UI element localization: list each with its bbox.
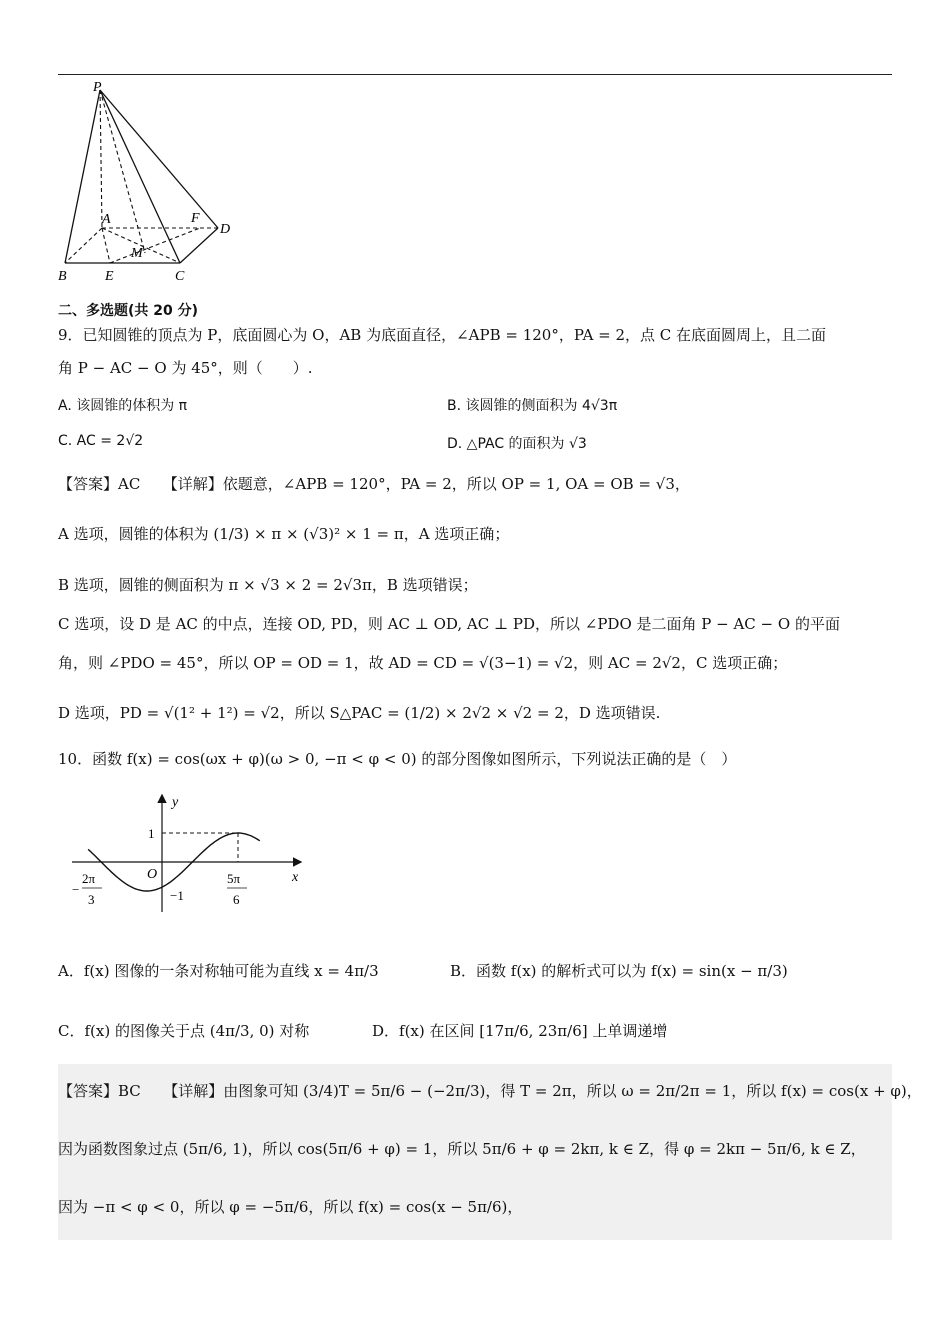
q9-option-c: C. AC = 2√2 bbox=[58, 433, 144, 449]
y-axis-label: y bbox=[172, 795, 179, 810]
top-rule bbox=[58, 74, 892, 75]
q9-line2: 角 P − AC − O 为 45°，则（ ）. bbox=[58, 359, 313, 377]
q9-answer-line5: 角，则 ∠PDO = 45°，所以 OP = OD = 1，故 AD = CD = √(3−1) = √2，则 AC = 2√2，C 选项正确； bbox=[58, 654, 788, 672]
label-C: C bbox=[175, 269, 185, 284]
section-title: 二、多选题(共 20 分) bbox=[58, 303, 199, 319]
q10-stem: 10．函数 f(x) = cos(ωx + φ)(ω > 0, −π < φ < 0) 的部分图像如图所示，下列说法正确的是（ ） bbox=[58, 750, 737, 768]
origin-label: O bbox=[147, 867, 158, 882]
label-F: F bbox=[191, 211, 200, 226]
q10-option-d: D．f(x) 在区间 [17π/6, 23π/6] 上单调递增 bbox=[372, 1022, 668, 1040]
q9-answer-line6: D 选项，PD = √(1² + 1²) = √2，所以 S△PAC = (1/2) × 2√2 × √2 = 2，D 选项错误. bbox=[58, 704, 661, 722]
q10-answer-line1: 【答案】BC 【详解】由图象可知 (3/4)T = 5π/6 − (−2π/3)，得 T = 2π，所以 ω = 2π/2π = 1，所以 f(x) = cos(x + φ)， bbox=[58, 1082, 922, 1100]
x-axis-label: x bbox=[292, 870, 299, 885]
label-A: A bbox=[102, 212, 111, 227]
q9-option-d: D. △PAC 的面积为 √3 bbox=[447, 436, 587, 452]
cosine-graph bbox=[60, 790, 320, 925]
q9-answer-line3: B 选项，圆锥的侧面积为 π × √3 × 2 = 2√3π，B 选项错误； bbox=[58, 576, 478, 594]
q10-answer-line3: 因为 −π < φ < 0，所以 φ = −5π/6，所以 f(x) = cos(x − 5π/6)， bbox=[58, 1198, 523, 1216]
right-tick-den: 6 bbox=[233, 892, 240, 907]
tick-minus-one: −1 bbox=[170, 888, 184, 903]
left-tick-sign: − bbox=[72, 882, 80, 897]
q9-answer-line2: A 选项，圆锥的体积为 (1/3) × π × (√3)² × 1 = π，A 选项正确； bbox=[58, 525, 510, 543]
right-tick-num: 5π bbox=[227, 871, 241, 886]
q9-option-a: A. 该圆锥的体积为 π bbox=[58, 398, 188, 414]
q9-answer-line1: 【答案】AC 【详解】依题意，∠APB = 120°，PA = 2，所以 OP = 1, OA = OB = √3， bbox=[58, 475, 690, 493]
q9-option-b: B. 该圆锥的侧面积为 4√3π bbox=[447, 398, 618, 414]
left-tick-den: 3 bbox=[88, 892, 95, 907]
label-D: D bbox=[220, 222, 231, 237]
left-tick-num: 2π bbox=[82, 871, 96, 886]
label-M: M bbox=[131, 246, 143, 261]
tick-one: 1 bbox=[148, 826, 155, 841]
q10-option-c: C．f(x) 的图像关于点 (4π/3, 0) 对称 bbox=[58, 1022, 310, 1040]
q9-answer-line4: C 选项，设 D 是 AC 的中点，连接 OD, PD，则 AC ⊥ OD, AC ⊥ PD，所以 ∠PDO 是二面角 P − AC − O 的平面 bbox=[58, 615, 840, 633]
label-P: P bbox=[93, 80, 102, 95]
q9-line1: 9．已知圆锥的顶点为 P，底面圆心为 O，AB 为底面直径，∠APB = 120°，PA = 2，点 C 在底面圆周上，且二面 bbox=[58, 326, 827, 344]
label-E: E bbox=[105, 269, 114, 284]
pyramid-figure bbox=[55, 78, 245, 286]
q10-option-b: B．函数 f(x) 的解析式可以为 f(x) = sin(x − π/3) bbox=[450, 962, 788, 980]
label-B: B bbox=[58, 269, 67, 284]
q10-option-a: A．f(x) 图像的一条对称轴可能为直线 x = 4π/3 bbox=[58, 962, 379, 980]
q10-answer-line2: 因为函数图象过点 (5π/6, 1)，所以 cos(5π/6 + φ) = 1，所以 5π/6 + φ = 2kπ, k ∈ Z，得 φ = 2kπ − 5π/6, k ∈ Z， bbox=[58, 1140, 866, 1158]
